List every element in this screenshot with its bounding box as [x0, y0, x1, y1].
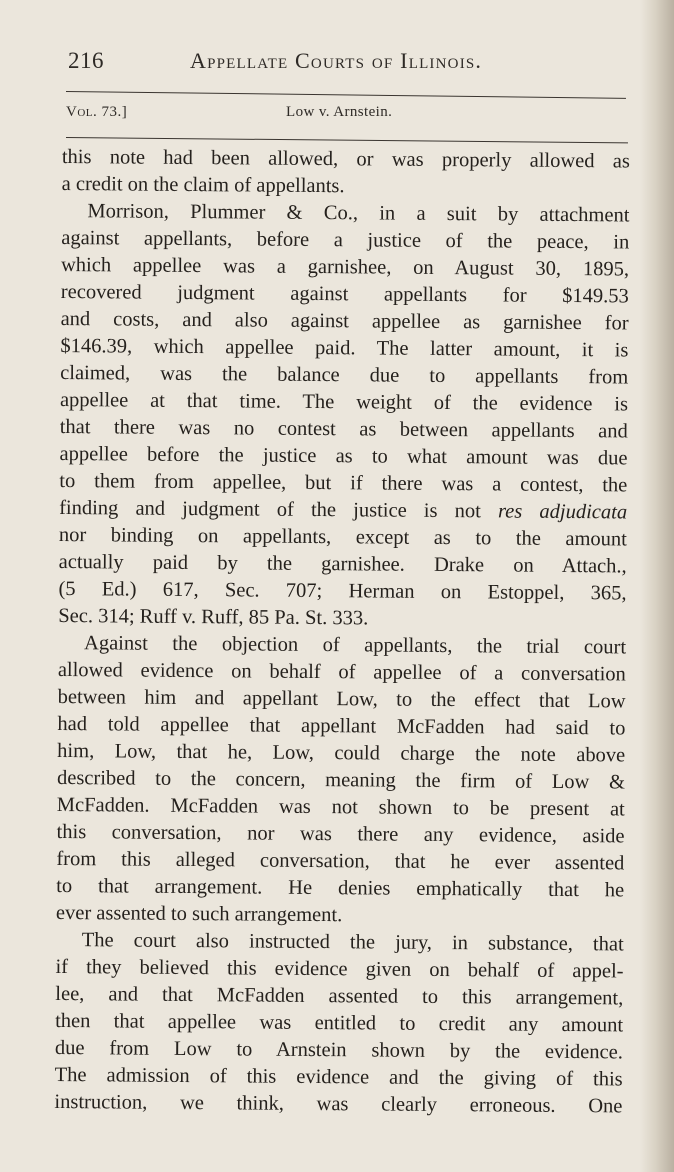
header-rule-bottom — [66, 137, 628, 143]
page-number: 216 — [68, 48, 104, 73]
text-line: Sec. 314; Ruff v. Ruff, 85 Pa. St. 333. — [58, 604, 369, 630]
text-line: $146.39, which appellee paid. The latter amount, it is — [60, 334, 629, 362]
text-line: nor binding on appellants, except as to the amount — [58, 523, 627, 551]
text-line: claimed, was the balance due to appellants from — [60, 361, 629, 389]
text-line: (5 Ed.) 617, Sec. 707; Herman on Estoppel, 365, — [58, 577, 627, 605]
text-line: The court also instructed the jury, in substance, that — [81, 929, 624, 956]
text-fragment: finding and judgment of the justice is not — [59, 496, 481, 523]
text-line: actually paid by the garnishee. Drake on Attach., — [58, 550, 627, 578]
case-name: Low v. Arnstein. — [286, 104, 393, 120]
text-line: this conversation, nor was there any evidence, aside — [56, 820, 625, 848]
text-line: this note had been allowed, or was properly allowed as — [61, 145, 630, 173]
text-line: McFadden. McFadden was not shown to be present at — [56, 793, 625, 821]
text-line: against appellants, before a justice of the peace, in — [61, 226, 630, 254]
text-line: which appellee was a garnishee, on August 30, 1895, — [60, 253, 630, 281]
sub-head — [66, 104, 626, 126]
text-line: Morrison, Plummer & Co., in a suit by attachment — [87, 200, 630, 227]
text-line: between him and appellant Low, to the effect that Low — [57, 685, 626, 713]
text-line: due from Low to Arnstein shown by the evidence. — [54, 1036, 623, 1064]
text-line: described to the concern, meaning the firm of Low & — [56, 766, 626, 794]
text-line: had told appellee that appellant McFadden had said to — [57, 712, 626, 740]
text-line: instruction, we think, was clearly erroneous. One — [54, 1090, 623, 1118]
text-line: if they believed this evidence given on behalf of appel- — [55, 955, 624, 983]
text-line: to them from appellee, but if there was a contest, the — [59, 469, 628, 497]
text-line: appellee at that time. The weight of the evidence is — [59, 388, 629, 416]
text-line: to that arrangement. He denies emphatically that he — [56, 874, 625, 902]
text-line: from this alleged conversation, that he ever assented — [56, 847, 625, 875]
running-title: Appellate Courts of Illinois. — [190, 48, 483, 73]
text-line: The admission of this evidence and the giving of this — [54, 1063, 623, 1091]
header-rule-top — [66, 91, 626, 99]
text-line: him, Low, that he, Low, could charge the note above — [57, 739, 626, 767]
text-line: allowed evidence on behalf of appellee of a conversation — [57, 658, 626, 686]
text-line: and costs, and also against appellee as garnishee for — [60, 307, 629, 335]
text-line: that there was no contest as between appellants and — [59, 415, 628, 443]
running-head — [68, 48, 628, 84]
text-line: a credit on the claim of appellants. — [61, 172, 345, 198]
text-line: Against the objection of appellants, the trial court — [83, 632, 627, 659]
body-text — [54, 144, 630, 1120]
text-line: recovered judgment against appellants for $149.53 — [60, 280, 629, 308]
text-line: then that appellee was entitled to credit any amount — [55, 1009, 624, 1037]
page-edge-shadow — [640, 0, 674, 1172]
text-line: appellee before the justice as to what amount was due — [59, 442, 628, 470]
volume-label: Vol. 73.] — [66, 104, 128, 120]
text-line: ever assented to such arrangement. — [55, 901, 343, 927]
italic-phrase: res adjudicata — [497, 500, 628, 524]
text-line: lee, and that McFadden assented to this arrangement, — [55, 982, 624, 1010]
